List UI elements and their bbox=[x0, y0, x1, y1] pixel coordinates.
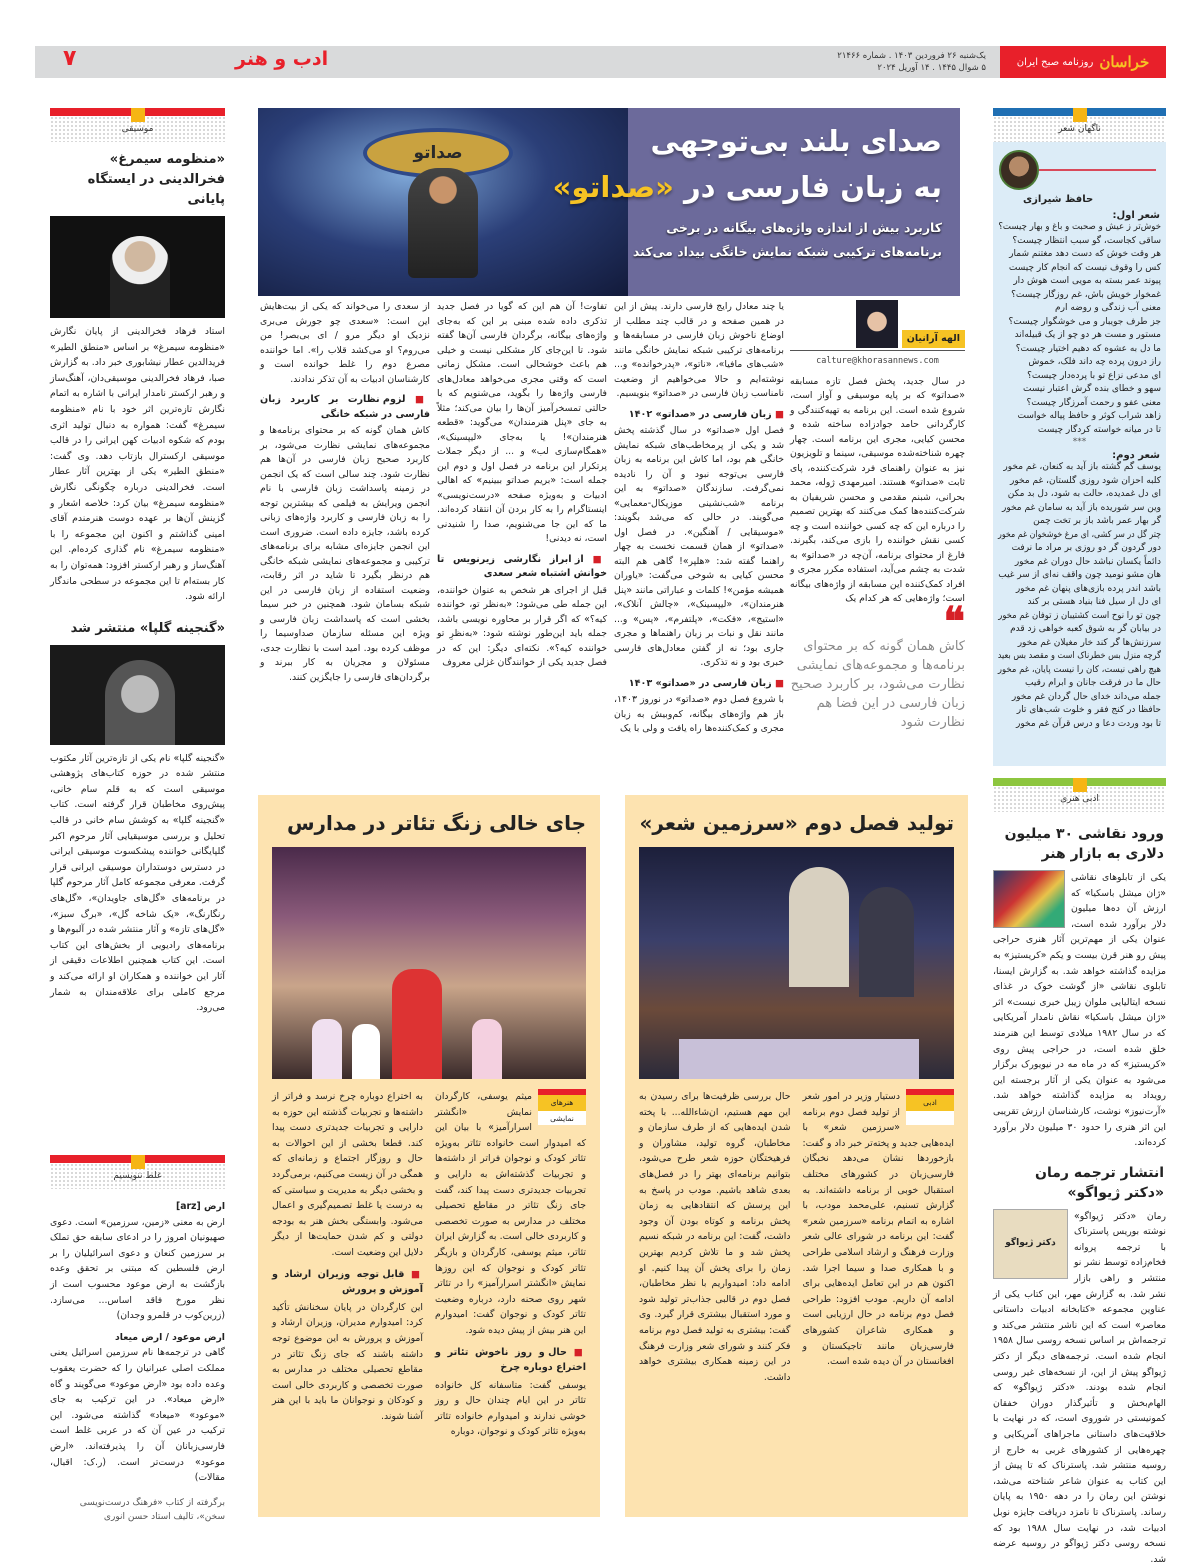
poem-line: جمله می‌داند خدای حال گردان غم مخور bbox=[1011, 691, 1161, 702]
person-figure bbox=[859, 887, 914, 997]
theater-photo bbox=[272, 847, 586, 1079]
poem-title: شعر اول: bbox=[1112, 210, 1160, 221]
poetry-column bbox=[993, 108, 1166, 766]
article-column-2 bbox=[614, 300, 784, 741]
singer-figure bbox=[105, 660, 175, 745]
poem-line: چون تو را نوح است کشتیبان ز توفان غم مخور bbox=[998, 610, 1161, 621]
poem-line: ای دل ار سیل فنا بنیاد هستی بر کند bbox=[1027, 597, 1161, 607]
byline bbox=[790, 300, 965, 351]
paragraph: از سعدی را می‌خواند که یکی از بیت‌هایش این است: «سعدی چو جورش می‌بری نزدیک او دیگر مرو / ای بی‌بصر! من می‌روم؟ او می‌کشد قلاب را». اما خواننده مصرع دوم را غلط خوانده است و کارشناسان ادبیات به آن تذکر ندادند. bbox=[260, 301, 430, 385]
poet-name: حافظ شیرازی bbox=[1023, 194, 1094, 205]
paragraph: قبل از اجرای هر شخص به عنوان خواننده، این جمله طی می‌شود: «به‌نظر تو، خواننده کیه؟» که اگر قرار بر محاوره نویسی باشد، جمله باید این‌طور نوشته شود: «به‌نظرِ تو خواننده کیه؟». نکته‌ای دیگر: این که در فصل جدید یکی از خوانندگان غزلی معروف bbox=[437, 584, 607, 668]
conductor-photo bbox=[50, 216, 225, 318]
author-photo bbox=[856, 300, 898, 348]
subheadline-line: کاربرد بیش از اندازه واژه‌های بیگانه در برخی bbox=[666, 220, 942, 235]
header-bar bbox=[35, 46, 1000, 78]
poem-line: کلبه احزان شود روزی گلستان، غم مخور bbox=[1010, 475, 1161, 486]
poem-line: زاهد شراب کوثر و حافظ پیاله خواست bbox=[1017, 411, 1161, 421]
entry-body: گاهی در ترجمه‌ها نام سرزمین اسرائیل یعنی مملکت اصلی عبرانیان را که حضرت یعقوب وعده داده بود «ارض موعود» می‌گویند و گاه «ارض میعاد». در این ترکیب به جای «موعود» «میعاد» گذاشته می‌شود. این ترکیب در عین آن که در عربی غلط است فارسی‌زبانان آن را پذیرفته‌اند. «ارض موعود» درست‌تر است. (ر.ک: اقبال، مقالات) bbox=[50, 1347, 225, 1484]
subheadline-line: برنامه‌های ترکیبی شبکه نمایش خانگی بیداد می‌کند bbox=[632, 244, 942, 259]
paragraph: فصل اول «صداتو» در سال گذشته پخش شد و یکی از پرمخاطب‌های شبکه نمایش خانگی هم بود، اما کاش این برنامه به زبان فارسی بی‌توجه نبود و آن را نادیده نمی‌گرفت. سازندگان «صداتو» به این برنامه «شب‌نشینی موزیکال-معمایی» می‌گویند. در حالی که می‌شد بگویند: «موسیقایی / آهنگین». در فصل اول «صداتو» از همان قسمت نخست به چهار راهنما گفته شد: «هلپر»! گاهی هم البته محسن کیایی به شوخی می‌گفت: «یاوران همیشه مؤمن»! کلمات و عباراتی مانند «پنل هنرمندان»، «لیپسینک»، «چالش آنلاک»، «استیج»، «فکت»، «پلتفرم»، «پس» و... مانند نقل و نبات بر زبان راهنماها و مجری جاری بود؛ نه از گفتن معادل‌های فارسی خبری بود و نه تذکری. bbox=[614, 425, 784, 668]
book-cover-title: دکتر ژیواگو bbox=[1005, 1237, 1056, 1248]
author-name: الهه آرانیان bbox=[902, 330, 965, 349]
poem-title: شعر دوم: bbox=[1112, 450, 1160, 461]
newspaper-logo: خراسان bbox=[1099, 53, 1150, 71]
desk bbox=[679, 1039, 919, 1079]
poem-line: گرچه منزل بس خطرناک است و مقصد بس بعید bbox=[997, 651, 1161, 661]
child-figure bbox=[472, 1019, 502, 1079]
quote-icon: ❝ bbox=[943, 597, 965, 645]
article-headline: جای خالی زنگ تئاتر در مدارس bbox=[286, 811, 586, 835]
section-tag: ادبی هنری bbox=[993, 786, 1166, 812]
painting-thumbnail bbox=[993, 870, 1065, 928]
entry-title: ارض [arz] bbox=[175, 1201, 225, 1212]
music-column bbox=[50, 108, 225, 1014]
poem-line: دائماً یکسان نباشد حال دوران غم مخور bbox=[1014, 556, 1161, 567]
subheading: ■ زبان فارسی در «صداتو» ۱۴۰۳ bbox=[614, 677, 784, 692]
poem-line: وین سر شوریده باز آید به سامان غم مخور bbox=[1001, 502, 1161, 513]
article-body: در سال جدید، پخش فصل تازه مسابقه «صداتو» که بر پایه موسیقی و آواز است، شروع شده است. این برنامه به تهیه‌کنندگی و کارگردانی حامد جوادزاده ساخته شده و محسن کیایی، مجری این برنامه است. چهار چهره شناخته‌شده موسیقی، سینما و تلویزیون نیز به عنوان راهنمای فرد شرکت‌کننده، پای ثابت «صداتو» هستند. امیرمهدی ژوله، محمد بحرانی، شبنم مقدمی و محسن شریفیان به شرکت‌کننده‌ها کمک می‌کنند که بهترین تصمیم را درباره این که چه کسی خواننده است و چه کسی نقش خواننده را بازی می‌کند، بگیرند. فارغ از محتوای برنامه، آن‌چه در «صداتو» به شدت به چشم می‌آید، استفاده مکرر مجری و افراد کمک‌کننده این مسابقه از واژه‌های بیگانه است؛ واژه‌هایی که هر کدام یک bbox=[790, 375, 965, 604]
category-label: ادبی bbox=[906, 1095, 954, 1111]
poem-line: پیوند عمر بسته به مویی است هوش دار bbox=[1013, 276, 1161, 286]
poetland-article bbox=[625, 795, 968, 1517]
article-column-3 bbox=[437, 300, 607, 675]
poem-line: خوش‌تر ز عیش و صحبت و باغ و بهار چیست؟ bbox=[998, 222, 1161, 232]
paragraph: دستیار وزیر در امور شعر از تولید فصل دوم برنامه «سرزمین شعر» با ایده‌هایی جدید و پخته‌تر خبر داد و گفت: بازخوردها نشان می‌دهد نخبگان فارسی‌زبان در کشورهای مختلف استقبال خوبی از برنامه داشته‌اند. به گزارش تسنیم، علی‌محمد مودب، با اشاره به اتمام برنامه «سرزمین شعر» گفت: این برنامه در شورای عالی شعر وزارت فرهنگ و ارشاد اسلامی طراحی و با همکاری صدا و سیما اجرا شد. اکنون هم در این تعامل ایده‌هایی برای ادامه آن داریم. مودب افزود: طراحی فصل دوم برنامه در حال ارزیابی است و همکاری شاعران کشورهای فارسی‌زبان مانند تاجیکستان و افغانستان در آن دیده شده است. bbox=[802, 1091, 954, 1368]
poem-line: یوسف گم گشته باز آید به کنعان، غم مخور bbox=[1003, 462, 1161, 472]
poem-line: چتر گل در سر کشی، ای مرغ خوشخوان غم مخور bbox=[998, 529, 1161, 540]
article-headline: «گنجینه گلپا» منتشر شد bbox=[70, 620, 225, 636]
paragraph: میثم یوسفی، کارگردان نمایش «انگشتر اسرارآمیز» با بیان این که امیدوار است خانواده تئاتر به‌ویژه تئاتر کودک و نوجوان فراتر از داشته‌ها و تجربیات گذشته‌اش به دارایی و تجربیات جدیدتری دست پیدا کند، گفت جای زنگ تئاتر در مقاطع تحصیلی مختلف در مدارس به صورت تخصصی و کاربردی خالی است. به گزارش ایران تئاتر، میثم یوسفی، کارگردان و بازیگر تئاتر کودک و نوجوان که این روزها نمایش «انگشتر اسرارآمیز» را در تئاتر شهر روی صحنه دارد، درباره وضعیت تئاتر کودک و نوجوان گفت: امیدوارم این هنر بیش از پیش دیده شود. bbox=[435, 1091, 586, 1336]
paragraph: کاش همان گونه که بر محتوای برنامه‌ها و مجموعه‌های نمایشی نظارت می‌شود، بر کاربرد صحیح زبان فارسی در آن‌ها هم نظارت شود. چند سالی است که یک انجمن در زمینه پاسداشت زبان فارسی با نام انجمن ویرایش به فیلمی که بیشترین توجه را به زبان فارسی و کاربرد واژه‌های زبانی کرده باشد، جایزه داده است. ضروری است این انجمن جایزه‌ای مشابه برای برنامه‌های ترکیبی و مجموعه‌های نمایشی شبکه خانگی هم درنظر بگیرد تا شاید در اثر رقابت، وضعیت استفاده از زبان فارسی در این شبکه بسامان شود. همچنین در خبر سیما بخشی است که پاسداشت زبان فارسی و ویژه این مسئله سازمان صداوسیما را موظف کرده بود. امید است با نظارت جدی، مسئولان و مجریان به کار ببرند و برگردان‌های فارسی را جایگزین کنند. bbox=[260, 425, 430, 683]
show-logo: صداتو bbox=[363, 128, 513, 178]
poem-line: جز طرف جویبار و می خوشگوار چیست؟ bbox=[1008, 316, 1161, 327]
masthead bbox=[1000, 46, 1166, 78]
section-tag-bar bbox=[50, 108, 225, 116]
headline-line: به زبان فارسی در bbox=[673, 170, 942, 204]
separator: *** bbox=[1072, 437, 1087, 447]
writing-tips-column bbox=[50, 1155, 225, 1524]
paragraph: با شروع فصل دوم «صداتو» در نوروز ۱۴۰۳، باز هم واژه‌های بیگانه، کم‌وبیش به زبان مجری و کمک‌کننده‌ها راه یافت و ولی با یک bbox=[614, 694, 784, 734]
divider bbox=[1039, 169, 1156, 171]
poem-second bbox=[993, 461, 1166, 731]
person-figure bbox=[789, 867, 849, 987]
poem-line: هان مشو نومید چون واقف نه‌ای از سر غیب bbox=[998, 570, 1161, 580]
issue-date bbox=[837, 50, 986, 74]
child-figure bbox=[352, 1024, 380, 1079]
article-column-4 bbox=[260, 300, 430, 689]
paragraph: این کارگردان در پایان سخنانش تأکید کرد: امیدوارم مدیران، وزیران ارشاد و آموزش و پرورش به این موضوع توجه داشته باشند که جای زنگ تئاتر در مقاطع تحصیلی مختلف در مدارس به صورت تخصصی و کاربردی خالی است و کودکان و نوجوانان ما باید با این هنر آشنا شوند. bbox=[272, 1301, 423, 1422]
section-tag-bar bbox=[993, 778, 1166, 786]
section-tag: موسیقی bbox=[50, 116, 225, 142]
paragraph: تفاوت! آن هم این که گویا در فصل جدید تذکری داده شده مبنی بر این که به‌جای واژه‌های بیگانه، برگردان فارسی آن‌ها گفته شود. تا این‌جای کار مشکلی نیست و خیلی هم باعث خوشحالی است. مشکل زمانی است که وقتی مجری می‌خواهد معادل‌های فارسی واژه‌ها را بگوید، می‌شنویم که با حالتی تمسخرآمیز آن‌ها را بیان می‌کند؛ مثلاً به جای «پنل هنرمندان» می‌گوید: «قطعه هنرمندان»! یا به‌جای «لیپسینک»، «همگام‌سازی لب» و ... از دیگر جملات پرتکرار این برنامه در فصل اول و دوم این جمله است: «بریم صداتو ببینیم» که اهالی ادبیات و به‌ویژه صفحه «درست‌نویسی» اینستاگرام را به کار بردن آن انتقاد کرده‌اند. ما که این جا می‌شنویم، صدا را شنیدنی است، نه دیدنی! bbox=[437, 301, 607, 544]
main-subheadline bbox=[633, 216, 942, 264]
poem-line: هر وقت خوش که دست دهد مغتنم شمار bbox=[1009, 249, 1161, 259]
entry-body: ارض به معنی «زمین، سرزمین» است. دعوی صهیونیان امروز را در ادعای سابقه حق تملک بر سرزمین کنعان و دعوی اسرائیلیان را بر ارض فلسطین که مبتنی بر تحقق وعده بازگشت به ارض موعود محسوب است از نظر مورخ فاقد اساس... می‌سازد. (زرین‌کوب در قلمرو وجدان) bbox=[50, 1216, 225, 1322]
headline-line: صدای بلند بی‌توجهی bbox=[650, 124, 942, 158]
poem-line: هیچ راهی نیست، کان را نیست پایان، غم مخور bbox=[997, 664, 1161, 675]
poem-line: گر بهار عمر باشد باز بر تخت چمن bbox=[1033, 516, 1161, 526]
hero-banner bbox=[258, 108, 960, 296]
poem-line: سهو و خطای بنده گرش اعتبار نیست bbox=[1023, 384, 1161, 394]
section-title: ادب و هنر bbox=[235, 48, 329, 70]
pull-quote: کاش همان گونه که بر محتوای برنامه‌ها و مجموعه‌های نمایشی نظارت می‌شود، بر کاربرد صحیح زبان فارسی در این فضا هم نظارت شود bbox=[790, 638, 965, 730]
section-tag-bar bbox=[993, 108, 1166, 116]
singer-photo bbox=[50, 645, 225, 745]
article-headline: انتشار ترجمه رمان «دکتر ژیواگو» bbox=[1035, 1164, 1164, 1201]
article-body: رمان «دکتر ژیواگو» نوشته بوریس پاسترناک با ترجمه پروانه فخام‌زاده توسط نشر نو منتشر و راهی بازار نشر شد. به گزارش مهر، این کتاب یکی از عناوین مجموعه «کتابخانه ادبیات داستانی معاصر» است که این ناشر منتشر می‌کند و ترجمه‌اش بر اساس نسخه روسی سال ۱۹۵۸ انجام شده است. ترجمه‌های دیگر از دکتر ژیواگو پیش از این، از نسخه‌های غیر روسی انجام شده بودند. «دکتر ژیواگو» که الهام‌بخش و تأثیرگذار دوران خفقان کمونیستی در شوروی است، که در نهایت با خلاقیت‌های داستانی ماجراهای آمریکایی و چهره‌هایی از کشورهای غربی به خارج از روسیه منتشر شد. پاسترناک که تا پیش از این کتاب به عنوان شاعر شناخته می‌شد، نوشتن این رمان را در دهه ۱۹۵۰ به پایان رساند. پاسترناک تا نامزد دریافت جایزه نوبل ادبیات شد، در نهایت سال ۱۹۸۸ بود که نسخه روسی دکتر ژیواگو در روسیه عرضه شد. bbox=[993, 1210, 1166, 1565]
poet-portrait bbox=[999, 150, 1039, 190]
headline-highlight: «صداتو» bbox=[552, 170, 674, 204]
article-body: «گنجینه گلپا» نام یکی از تازه‌ترین آثار مکتوب منتشر شده در حوزه کتاب‌های پژوهشی موسیقی است که به قلم سام خانی، پیش‌روی مخاطبان قرار گرفته است. کتاب «گنجینه گلپا» به کوشش سام خانی در قالب تحلیل و بررسی موسیقیایی آثار مرحوم اکبر گلپایگانی خواننده پیشکسوت موسیقی ایرانی در دسترس دوستداران موسیقی ایرانی قرار گرفت. معرفی مجموعه کامل آثار مرحوم گلپا در برنامه‌های «گل‌های جاویدان»، «گل‌های رنگارنگ»، «یک شاخه گل»، «برگ سبز»، «گل‌های تازه» و آثار منتشر شده در آلبوم‌ها و برنامه‌های رادیویی از بخش‌های این کتاب است. این کتاب همچنین اطلاعات دقیقی از آثار این خواننده و همکاران او ارائه می‌کند و مرجع کاملی برای علاقه‌مندان به شمار می‌رود. bbox=[50, 752, 225, 1014]
category-tag bbox=[906, 1089, 954, 1125]
subheading: ■ از ابراز نگارشی زیرنویس تا خوانش اشتباه شعر سعدی bbox=[437, 553, 607, 582]
child-figure bbox=[312, 1019, 342, 1079]
date-line: ۵ شوال ۱۴۴۵ . ۱۴ آوریل ۲۰۲۴ bbox=[877, 63, 986, 73]
category-tag bbox=[538, 1089, 586, 1125]
subheading: ■ قابل توجه وزیران ارشاد و آموزش و پرورش bbox=[272, 1267, 423, 1298]
host-figure bbox=[408, 168, 478, 278]
poem-line: تا بود وردت دعا و درس قرآن غم مخور bbox=[1016, 718, 1161, 729]
paragraph: یا چند معادل رایج فارسی دارند. پیش از این در همین صفحه و در قالب چند مطلب از اوضاع ناخوش زبان فارسی در مسابقه‌ها و برنامه‌های ترکیبی شبکه نمایش خانگی مانند «شب‌های مافیا»، «ناتو»، «پدرخوانده» و... نوشته‌ایم و حالا می‌خواهیم از وضعیت نامناسب زبان فارسی در «صداتو» بنویسیم. bbox=[614, 301, 784, 399]
actor-figure bbox=[392, 969, 442, 1079]
poem-line: راز درون پرده چه داند فلک، خموش bbox=[1028, 357, 1161, 367]
literary-news-column bbox=[993, 778, 1166, 1567]
poem-line: در بیابان گر به شوق کعبه خواهی زد قدم bbox=[1010, 624, 1161, 634]
poem-first bbox=[993, 221, 1166, 437]
poem-line: ای مدعی نزاع تو با پرده‌دار چیست؟ bbox=[1027, 370, 1161, 381]
poem-line: تا در میانه خواسته کردگار چیست bbox=[1037, 424, 1161, 435]
subheading: ■ حال و روز ناخوش تئاتر و اختراع دوباره چرخ bbox=[435, 1345, 586, 1376]
conductor-figure bbox=[110, 236, 170, 318]
poem-line: ای دل غمدیده، حالت به شود، دل بد مکن bbox=[1007, 489, 1161, 499]
paragraph: یوسفی گفت: متاسفانه کل خانواده تئاتر در این ایام چندان حال و روز خوشی ندارند و امیدوارم خانواده تئاتر به‌ویژه تئاتر کودک و نوجوان، دوباره bbox=[435, 1379, 586, 1438]
page-number: ۷ bbox=[63, 46, 77, 71]
article-headline: ورود نقاشی ۳۰ میلیون دلاری به بازار هنر bbox=[1004, 826, 1164, 862]
article-column-1 bbox=[790, 300, 965, 732]
poem-line: حال ما در فرقت جانان و ابرام رقیب bbox=[1025, 678, 1161, 688]
paragraph: حال بررسی ظرفیت‌ها برای رسیدن به این مهم هستیم، ان‌شاءالله... با پخته شدن ایده‌هایی که از طرف سازمان و مخاطبان، گروه تولید، مشاوران و فرهیختگان حوزه شعر طرح می‌شود، بتوانیم برنامه‌ای بهتر را در فصل‌های بعدی شاهد باشیم. مودب در پاسخ به این پرسش که انتقادهایی به زمان پخش برنامه و کوتاه بودن آن وجود داشت، گفت: این برنامه در شبکه نسیم پخش شد و ما تلاش کردیم بهترین زمان را برای پخش آن پیدا کنیم. او ادامه داد: امیدواریم با نظر مخاطبان، فصل دوم در قالبی جذاب‌تر تولید شود و مورد استقبال بیشتری قرار گیرد. وی گفت: بیشتری به تولید فصل دوم برنامه فکر کنند و شورای شعر وزارت فرهنگ در این زمینه همکاری بیشتری خواهد داشت. bbox=[639, 1091, 791, 1383]
poet-header bbox=[993, 142, 1166, 190]
poem-line: کس را وقوف نیست که انجام کار چیست bbox=[1008, 262, 1161, 273]
poem-line: ما دل به عشوه که دهیم اختیار چیست؟ bbox=[1015, 343, 1161, 354]
newspaper-tagline: روزنامه صبح ایران bbox=[1016, 56, 1094, 68]
subheading: ■ لزوم نظارت بر کاربرد زبان فارسی در شبکه خانگی bbox=[260, 393, 430, 422]
section-tag-bar bbox=[50, 1155, 225, 1163]
section-tag: ناگهان شعر bbox=[993, 116, 1166, 142]
section-tag: غلط ننویسیم bbox=[50, 1163, 225, 1189]
poem-line: معنی آب زندگی و روضه ارم bbox=[1055, 303, 1161, 313]
poem-line: مستور و مست هر دو چو از یک قبیله‌اند bbox=[1014, 330, 1161, 340]
article-body: استاد فرهاد فخرالدینی از پایان نگارش «منظومه سیمرغ» بر اساس «منطق الطیر» فریدالدین عطار نیشابوری خبر داد. به گزارش صبا، فرهاد فخرالدینی موسیقی‌دان، آهنگ‌ساز و رهبر ارکستر نامدار ایرانی با اشاره به اتمام نگارش تازه‌ترین اثر خود با نام «منظومه سیمرغ» گفت: همواره به دنبال تولید اثری بودم که شکوه ادبیات کهن ایرانی را در قالب موسیقی ارکسترال بازتاب دهد. وی گفت: «منطق الطیر» یکی از بهترین آثار عطار است. فخرالدینی درباره چگونگی نگارش «منظومه سیمرغ» بیان کرد: خلاصه اشعار و گزینش آن‌ها بر عهده دوست هنرمندم آقای امینی گذاشتم و اکنون این مجموعه را با «منظومه سیمرغ» نام گذاری کرده‌ام. این آهنگ‌ساز و رهبر ارکستر افزود: همه‌توان را به کار بسته‌ام تا این مجموعه در سطحی ماندگار ارائه شود. bbox=[50, 326, 225, 603]
poem-line: معنی عفو و رحمت آمرزگار چیست؟ bbox=[1026, 397, 1161, 408]
poem-line: باشد اندر پرده بازی‌های پنهان غم مخور bbox=[1015, 583, 1161, 594]
author-email[interactable]: calture@khorasannews.com bbox=[816, 356, 939, 366]
poem-line: سرزنش‌ها گر کند خار مغیلان غم مخور bbox=[1017, 637, 1161, 648]
subheading: ■ زبان فارسی در «صداتو» ۱۴۰۲ bbox=[614, 408, 784, 423]
source-note: برگرفته از کتاب «فرهنگ درست‌نویسی سخن»، تالیف استاد حسن انوری bbox=[79, 1497, 225, 1522]
article-body: یکی از تابلوهای نقاشی «ژان میشل باسکیا» که ارزش آن ده‌ها میلیون دلار برآورد شده است، عنوان یکی از مهم‌ترین آثار هنری حراجی پیش رو هنر قرن بیست و یکم «کریستیز» به مزایده گذاشته خواهد شد. به گزارش ایسنا، تابلوی نقاشی «از گوشت خوک در غذای نسخه ایتالیایی ملوان زیبل خبری نیست» اثر «ژان میشل باسکیا» نقاش نامدار آمریکایی که در سال ۱۹۸۲ میلادی توسط این هنرمند خلق شده است، در حراجی پیش روی «کریستیز» که در ماه مه در نیویورک برگزار می‌شود به عنوان یکی از آثار برجسته این رویداد به مزایده گذاشته خواهد شد. «آرت‌نیوز» نوشت، کارشناسان ارزش تقریبی این اثر هنری را حدود ۳۰ میلیون دلار برآورد کرده‌اند. bbox=[993, 872, 1166, 1149]
article-headline: تولید فصل دوم «سرزمین شعر» bbox=[639, 811, 954, 835]
category-label: هنرهای نمایشی bbox=[538, 1095, 586, 1111]
book-cover bbox=[993, 1209, 1068, 1279]
main-headline bbox=[553, 118, 942, 210]
poem-line: دور گردون گر دو روزی بر مراد ما نرفت bbox=[1011, 543, 1161, 553]
entry-title: ارض موعود / ارض میعاد bbox=[114, 1331, 225, 1343]
date-line: یک‌شنبه ۲۶ فروردین ۱۴۰۳ . شماره ۲۱۴۶۶ bbox=[837, 51, 986, 61]
poem-line: حافظا در کنج فقر و خلوت شب‌های تار bbox=[1016, 705, 1161, 715]
paragraph: به اختراع دوباره چرخ نرسد و فراتر از داشته‌ها و تجربیات گذشته این حوزه به دارایی و تجربیات جدیدتری دست پیدا کند. قطعا بخشی از این احوالات به حال و روزگار اجتماع و زمانه‌ای که همگی در آن زیست می‌کنیم، برمی‌گردد و بخشی دیگر به مدیریت و سیاستی که به درست یا غلط تصمیم‌گیری و اعمال می‌شود. وابستگی بخش هنر به بودجه دولتی و کم شدن حمایت‌ها از دیگر دلایل این وضعیت است. bbox=[272, 1091, 423, 1258]
poetland-photo bbox=[639, 847, 954, 1079]
theater-article bbox=[258, 795, 600, 1517]
poem-line: غمخوار خویش باش، غم روزگار چیست؟ bbox=[1011, 289, 1161, 300]
article-headline: «منظومه سیمرغ» فخرالدینی در ایستگاه پایانی bbox=[87, 152, 225, 207]
poem-line: ساقی کجاست، گو سبب انتظار چیست؟ bbox=[1012, 235, 1161, 246]
